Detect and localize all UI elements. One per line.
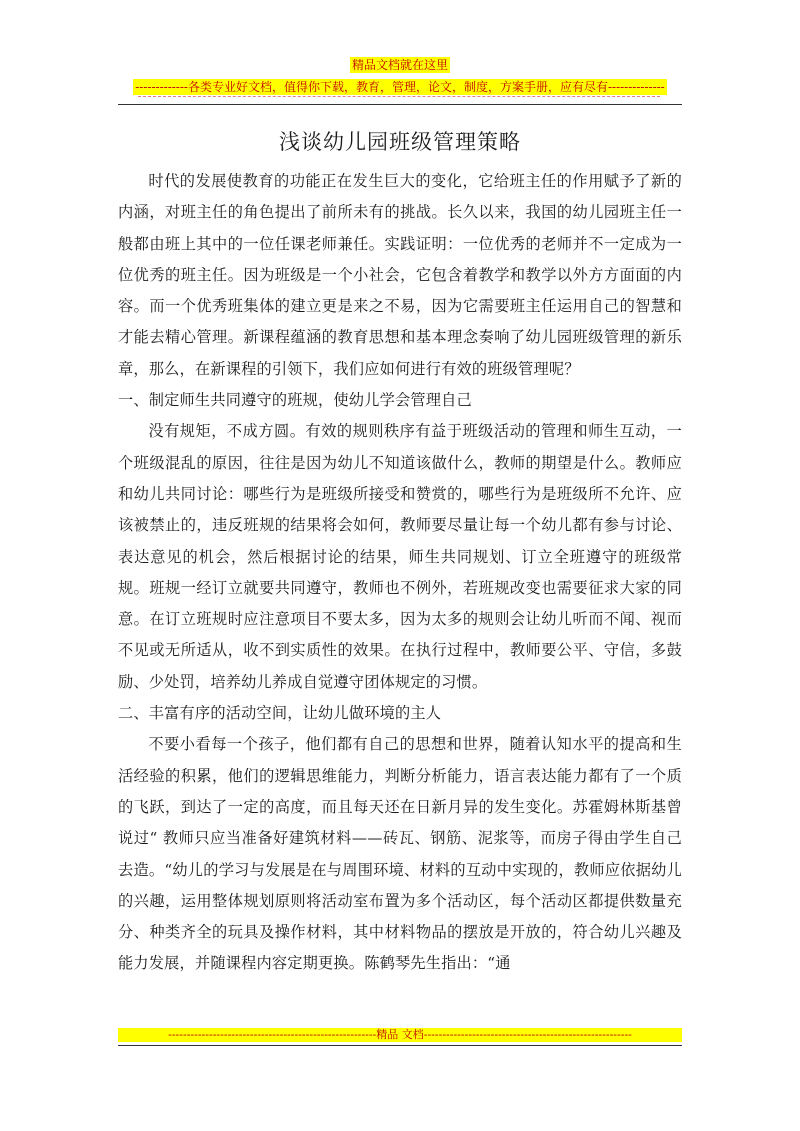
intro-paragraph: 时代的发展使教育的功能正在发生巨大的变化，它给班主任的作用赋予了新的内涵，对班主任的角色提出了前所未有的挑战。长久以来，我国的幼儿园班主任一般都由班上其中的一位任课老师兼任。实践证明：一位优秀的老师并不一定成为一位优秀的班主任。因为班级是一个小社会，它包含着教学和教学以外方方面面的内容。而一个优秀班集体的建立更是来之不易，因为它需要班主任运用自己的智慧和才能去精心管理。新课程蕴涵的教育思想和基本理念奏响了幼儿园班级管理的新乐章，那么，在新课程的引领下，我们应如何进行有效的班级管理呢？ <box>118 172 682 378</box>
header-banner-tagline: -------------各类专业好文档，值得你下载，教育，管理，论文，制度，方案手册，应有尽有-------------- <box>135 80 665 94</box>
section-1-heading: 一、制定师生共同遵守的班规，使幼儿学会管理自己 <box>118 391 472 410</box>
header-banner-title: 精品文档就在这里 <box>351 58 448 72</box>
section-2-paragraph: 不要小看每一个孩子，他们都有自己的思想和世界，随着认知水平的提高和生活经验的积累，他们的逻辑思维能力，判断分析能力，语言表达能力都有了一个质的飞跃，到达了一定的高度，而且每天还在日新月异的发生变化。苏霍姆林斯基曾说过“ 教师只应当准备好建筑材料——砖瓦、钢筋、泥浆等，而房子得由学生自己去造。“幼儿的学习与发展是在与周围环境、材料的互动中实现的，教师应依据幼儿的兴趣，运用整体规划原则将活动室布置为多个活动区，每个活动区都提供数量充分、种类齐全的玩具及操作材料，其中材料物品的摆放是开放的，符合幼儿兴趣及能力发展，并随课程内容定期更换。陈鹤琴先生指出：“通 <box>118 735 682 973</box>
document-body <box>118 122 682 980</box>
header-dashed-divider <box>138 96 660 97</box>
section-2-heading: 二、丰富有序的活动空间，让幼儿做环境的主人 <box>118 704 442 723</box>
header-rule <box>118 104 682 105</box>
footer-banner: --------------------------------------------------------精品 文档-------------------------------------------------------- <box>118 1028 682 1042</box>
footer-rule <box>118 1045 682 1046</box>
page-footer <box>118 1028 682 1046</box>
document-title: 浅谈幼儿园班级管理策略 <box>279 130 521 154</box>
page-header <box>0 54 800 95</box>
section-1-paragraph: 没有规矩，不成方圆。有效的规则秩序有益于班级活动的管理和师生互动，一个班级混乱的原因，往往是因为幼儿不知道该做什么，教师的期望是什么。教师应和幼儿共同讨论：哪些行为是班级所接受和赞赏的，哪些行为是班级所不允许、应该被禁止的，违反班规的结果将会如何，教师要尽量让每一个幼儿都有参与讨论、表达意见的机会，然后根据讨论的结果，师生共同规划、订立全班遵守的班级常规。班规一经订立就要共同遵守，教师也不例外，若班规改变也需要征求大家的同意。在订立班规时应注意项目不要太多，因为太多的规则会让幼儿听而不闻、视而不见或无所适从，收不到实质性的效果。在执行过程中，教师要公平、守信，多鼓励、少处罚，培养幼儿养成自觉遵守团体规定的习惯。 <box>118 422 682 691</box>
